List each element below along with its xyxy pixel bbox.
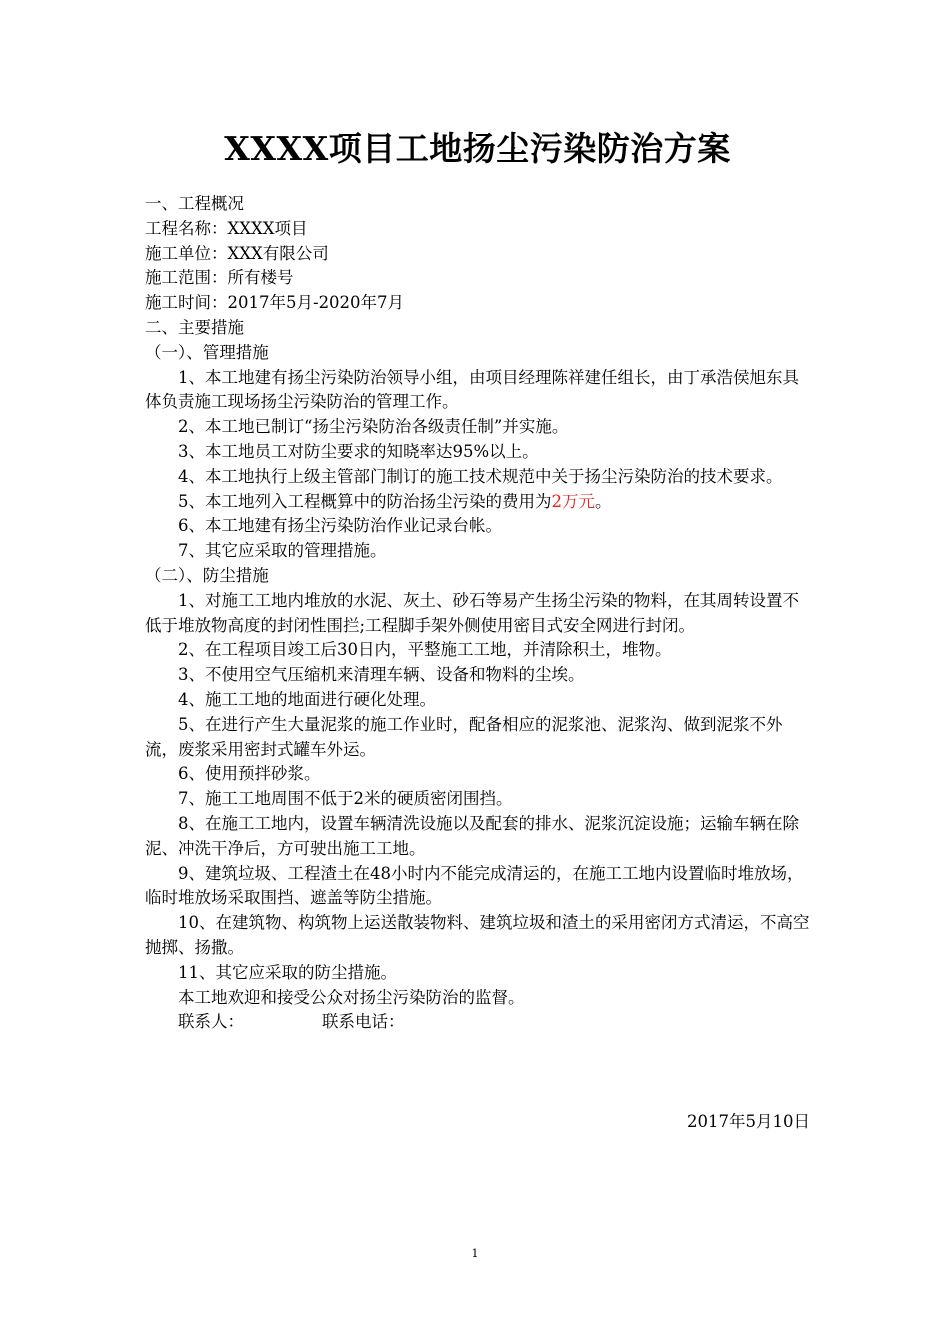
contractor: 施工单位：XXX有限公司 <box>145 243 329 263</box>
measure-item: 5、在进行产生大量泥浆的施工作业时，配备相应的泥浆池、泥浆沟、做到泥浆不外流，废浆采用密封式罐车外运。 <box>145 714 783 759</box>
measure-item: 9、建筑垃圾、工程渣土在48小时内不能完成清运的，在施工工地内设置临时堆放场，临时堆放场采取围挡、遮盖等防尘措施。 <box>145 863 804 908</box>
subsection-heading: （二）、防尘措施 <box>145 565 269 585</box>
measure-item: 1、对施工工地内堆放的水泥、灰土、砂石等易产生扬尘污染的物料，在其周转设置不低于堆放物高度的封闭性围拦;工程脚手架外侧使用密目式安全网进行封闭。 <box>145 590 799 635</box>
measure-item: 7、其它应采取的管理措施。 <box>178 541 387 561</box>
measure-item: 2、本工地已制订“扬尘污染防治各级责任制”并实施。 <box>178 417 569 437</box>
document-title: XXXX项目工地扬尘污染防治方案 <box>224 129 731 168</box>
measure-item <box>145 490 810 515</box>
measure-item: 2、在工程项目竣工后30日内，平整施工工地，并清除积土，堆物。 <box>178 640 672 660</box>
project-name: 工程名称：XXXX项目 <box>145 218 308 238</box>
measure-item: 1、本工地建有扬尘污染防治领导小组，由项目经理陈祥建任组长，由丁承浩侯旭东具体负责施工现场扬尘污染防治的管理工作。 <box>145 367 799 412</box>
subsection-heading: （一）、管理措施 <box>145 342 269 362</box>
measure-item: 10、在建筑物、构筑物上运送散装物料、建筑垃圾和渣土的采用密闭方式清运，不高空抛掷、扬撒。 <box>145 913 810 957</box>
measure-item: 3、本工地员工对防尘要求的知晓率达95%以上。 <box>178 441 539 461</box>
public-supervision-note: 本工地欢迎和接受公众对扬尘污染防治的监督。 <box>178 987 525 1007</box>
contact-line <box>145 1010 810 1035</box>
section-heading: 二、主要措施 <box>145 317 244 337</box>
document-date: 2017年5月10日 <box>687 1112 810 1132</box>
section-heading: 一、工程概况 <box>145 194 244 213</box>
cost-amount: 2万元 <box>551 491 595 511</box>
document-body <box>145 192 810 1035</box>
measure-item: 6、使用预拌砂浆。 <box>178 764 321 784</box>
measure-item: 6、本工地建有扬尘污染防治作业记录台帐。 <box>178 516 502 536</box>
measure-item: 4、施工工地的地面进行硬化处理。 <box>178 689 436 709</box>
measure-item: 8、在施工工地内，设置车辆清洗设施以及配套的排水、泥浆沉淀设施；运输车辆在除泥、冲洗干净后，方可驶出施工工地。 <box>145 813 799 858</box>
measure-item: 7、施工工地周围不低于2米的硬质密闭围挡。 <box>178 789 513 809</box>
measure-item-text: 。 <box>595 491 612 511</box>
construction-scope: 施工范围：所有楼号 <box>145 268 294 288</box>
page-number: 1 <box>471 1247 479 1260</box>
contact-phone-label: 联系电话： <box>322 1012 405 1032</box>
contact-person-label: 联系人： <box>178 1012 244 1032</box>
measure-item: 3、不使用空气压缩机来清理车辆、设备和物料的尘埃。 <box>178 665 585 685</box>
measure-item-text: 5、本工地列入工程概算中的防治扬尘污染的费用为 <box>178 491 552 511</box>
measure-item: 11、其它应采取的防尘措施。 <box>178 962 397 982</box>
construction-period: 施工时间：2017年5月-2020年7月 <box>145 293 405 313</box>
measure-item: 4、本工地执行上级主管部门制订的施工技术规范中关于扬尘污染防治的技术要求。 <box>178 466 783 486</box>
